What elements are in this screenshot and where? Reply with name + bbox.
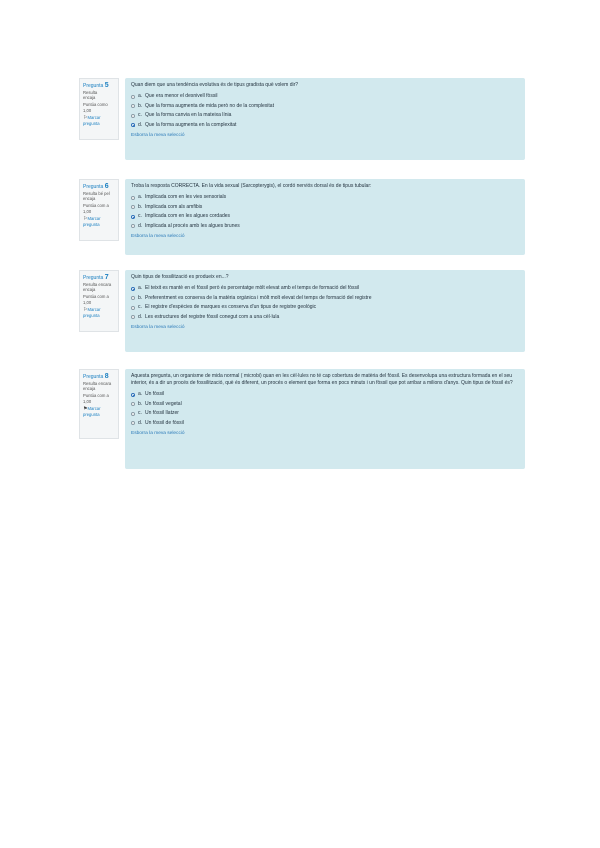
answer-option-a[interactable]: a. Un fòssil [131,390,519,400]
radio-button-selected[interactable] [131,215,135,219]
question-text: Quan diem que una tendència evolutiva és de tipus gradista què volem dir? [131,82,299,88]
radio-button[interactable] [131,421,135,425]
question-info [79,179,119,241]
question-content [125,179,525,255]
question-text: Quin tipus de fossilització es produeix en...? [131,274,229,280]
radio-button[interactable] [131,224,135,228]
radio-button-selected[interactable] [131,287,135,291]
answer-option-b[interactable]: b. Que la forma augmenta de mida però no de la complexitat [131,102,519,112]
answer-option-d[interactable]: d. Que la forma augmenta en la complexitat [131,121,519,131]
radio-button[interactable] [131,306,135,310]
answer-option-a[interactable]: a. El teixit es mantè en el fòssil però és percentatge mòlt elevat amb el temps de formació del fòssil [131,284,519,294]
answer-option-c[interactable]: c. Implicada com en les algues cordades [131,212,519,222]
question-text: Aquesta pregunta, un organisme de mida normal ( microbi) quan en les cèl·lules no té cap cobertura de matèria del fòssil. Es desenvolupa una estructura formada en el seu interior, és a dir un procés de fossilització, què és diferent, un procés o element que forma en pocs minuts i un fòssil que pot arribar a milions d'anys. Quin tipus de fòssil és? [131,373,513,386]
answer-option-c[interactable]: c. El registre d'espècies de marques es conserva d'un tipus de registre geològic [131,303,519,313]
flag-question-link[interactable]: ⚐Marcar pregunta [83,215,101,228]
answer-option-b[interactable]: b. Preferentment es conserva de la matèria orgànica i mòlt molt elevat del temps de formació del registre [131,294,519,304]
answer-list [131,284,519,322]
question-text: Troba la resposta CORRECTA. En la vida sexual (Sarcopterygis), el cordó nerviós dorsal és de tipus tubular: [131,183,372,189]
question-status: Resulta bé pel encaja [83,191,110,202]
clear-selection-link[interactable]: Esborra la meva selecció [131,234,185,239]
question-number: Pregunta 6 [83,183,109,190]
question-status: Resulta encara encaja [83,381,112,392]
answer-option-b[interactable]: b. Un fòssil vegetal [131,400,519,410]
question-number: Pregunta 8 [83,373,109,380]
flag-icon: ⚑ [83,405,88,412]
answer-list [131,92,519,130]
flag-question-link[interactable]: ⚐Marcar pregunta [83,306,101,319]
question-number: Pregunta 5 [83,82,109,89]
question-info [79,78,119,140]
answer-list [131,390,519,428]
radio-button[interactable] [131,95,135,99]
radio-button-selected[interactable] [131,123,135,127]
question-mark: Puntúa com a 1,00 [83,294,109,305]
answer-option-d[interactable]: d. Implicada al procés amb les algues brunes [131,222,519,232]
question-status: Resulta encara encaja [83,282,112,293]
flag-icon: ⚐ [83,306,88,313]
question-mark: Puntúa com a 1,00 [83,203,109,214]
radio-button[interactable] [131,402,135,406]
radio-button[interactable] [131,196,135,200]
flag-icon: ⚐ [83,215,88,222]
radio-button[interactable] [131,104,135,108]
question-info [79,369,119,439]
radio-button-selected[interactable] [131,393,135,397]
radio-button[interactable] [131,412,135,416]
answer-option-a[interactable]: a. Implicada com en les vies sensorials [131,193,519,203]
clear-selection-link[interactable]: Esborra la meva selecció [131,133,185,138]
flag-icon: ⚐ [83,114,88,121]
answer-option-d[interactable]: d. Les estructures del registre fòssil conegut com a una cèl·lula [131,313,519,323]
radio-button[interactable] [131,114,135,118]
answer-option-b[interactable]: b. Implicada com als amfibis [131,203,519,213]
question-content [125,369,525,469]
radio-button[interactable] [131,315,135,319]
question-status: Resulta encaja [83,90,98,101]
question-mark: Puntúa com a 1,00 [83,393,109,404]
clear-selection-link[interactable]: Esborra la meva selecció [131,325,185,330]
question-info [79,270,119,332]
flag-question-link[interactable]: ⚐Marcar pregunta [83,114,101,127]
answer-option-c[interactable]: c. Un fòssil llatzer [131,409,519,419]
question-number: Pregunta 7 [83,274,109,281]
radio-button[interactable] [131,205,135,209]
answer-option-d[interactable]: d. Un fòssil de fòssil [131,419,519,429]
flag-question-link[interactable]: ⚑Marcar pregunta [83,405,101,418]
radio-button[interactable] [131,296,135,300]
question-content [125,78,525,160]
question-mark: Puntúa como 1,00 [83,102,108,113]
answer-list [131,193,519,231]
answer-option-a[interactable]: a. Que era menor el desnivell fòssil [131,92,519,102]
clear-selection-link[interactable]: Esborra la meva selecció [131,431,185,436]
answer-option-c[interactable]: c. Que la forma canvia en la mateixa línia [131,111,519,121]
question-content [125,270,525,352]
